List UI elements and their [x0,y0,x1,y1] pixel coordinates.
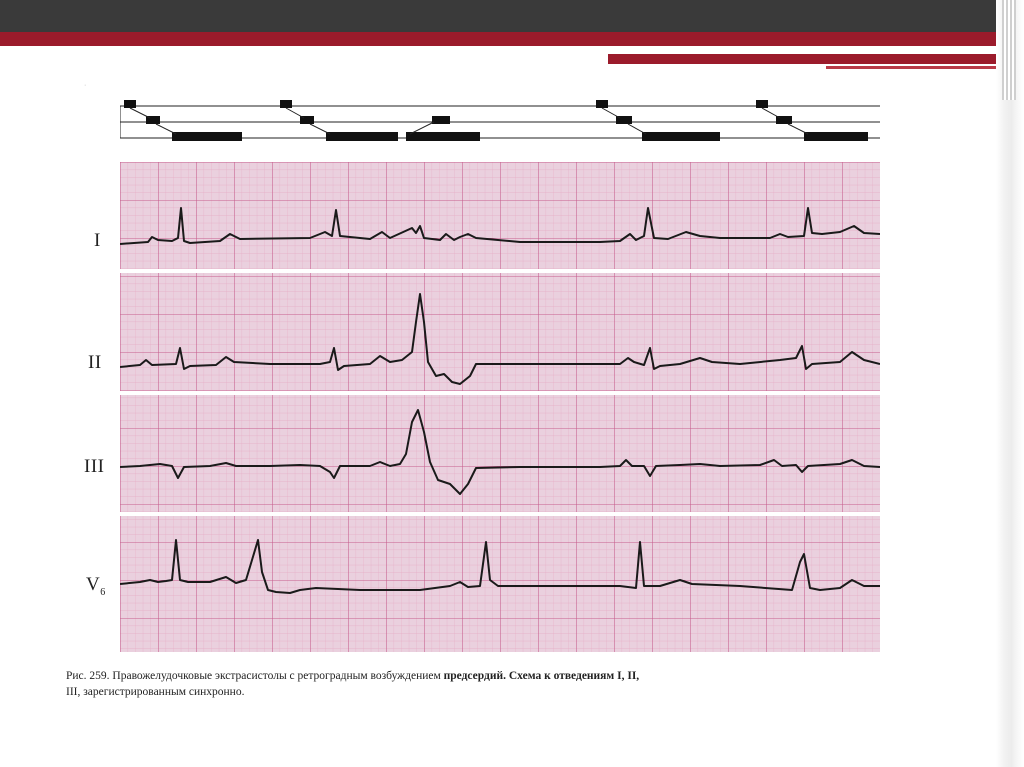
lead-label-III: III [84,456,105,477]
slide-right-edge [996,0,1024,767]
slide-red-thin-line [826,66,1024,69]
lead-label-I: I [94,230,101,251]
figure-caption [66,668,916,700]
caption-bold: предсердий. Схема к отведениям I, II, [440,670,640,682]
caption-main: Правожелудочковые экстрасистолы с ретроградным возбуждением [109,670,441,682]
edge-decoration [1002,0,1016,100]
lead-label-V6: $V_6$ [86,574,106,598]
slide-red-band [0,32,1024,46]
ladder-ventricular-blocks [172,132,868,141]
ladder-atrial-blocks [124,100,768,108]
corner-mark: · [84,82,87,89]
ladder-conduction-lines [130,108,808,134]
slide-top-bar [0,0,1024,32]
slide-red-accent [608,54,1024,64]
ladder-diagram [120,96,880,148]
ecg-grid [120,162,880,652]
caption-line2: III, зарегистрированным синхронно. [66,686,245,698]
lead-label-II: II [88,352,102,373]
ladder-av-blocks [146,116,792,124]
caption-prefix: Рис. 259. [66,670,110,682]
